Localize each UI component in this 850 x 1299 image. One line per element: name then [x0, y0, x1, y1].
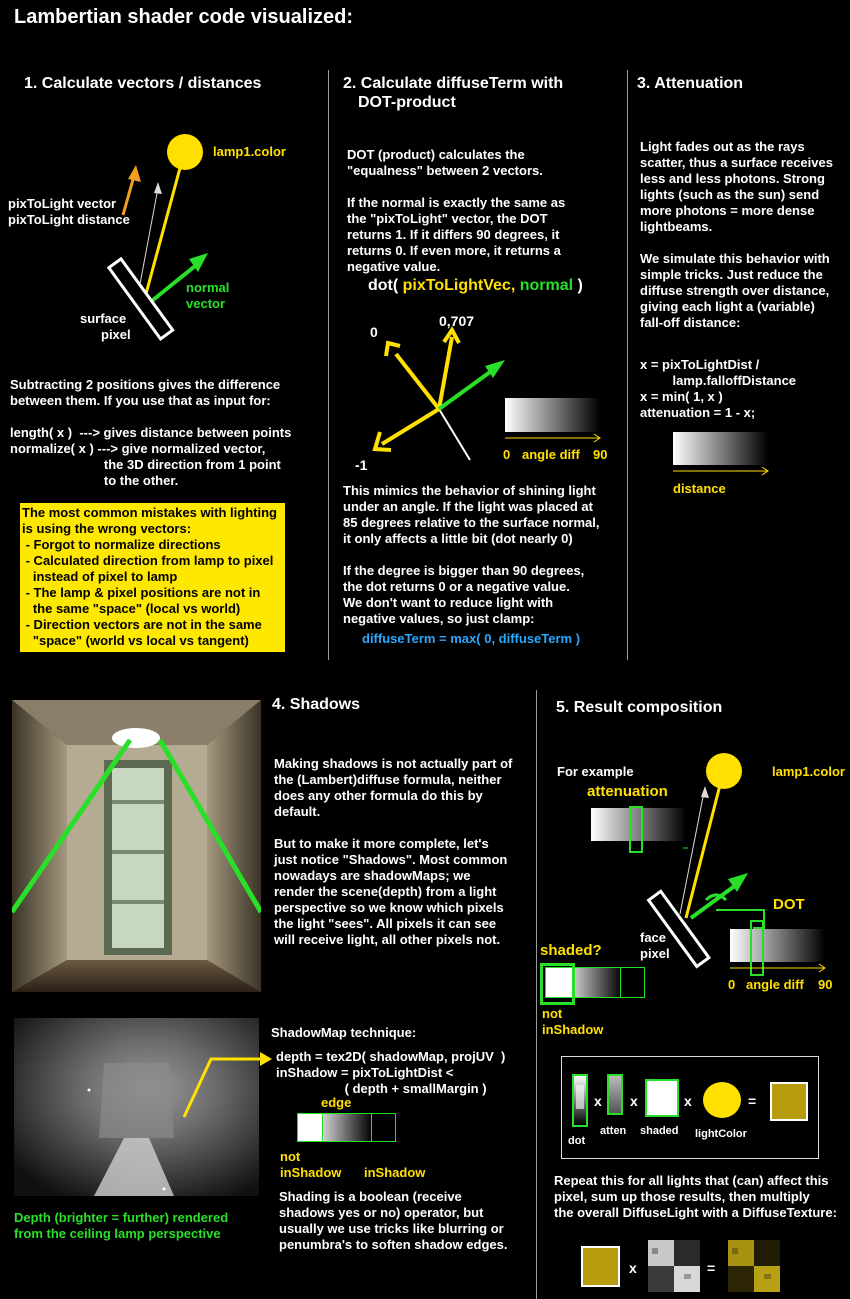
distance-axis: [671, 465, 771, 477]
surface-label: surface: [80, 311, 127, 326]
dot-label: DOT: [773, 896, 805, 913]
column-divider: [536, 690, 537, 1299]
light-color-swatch: [703, 1082, 741, 1118]
shadow-gradient: [297, 1113, 396, 1142]
face-label: pixel: [640, 946, 670, 961]
dot-arg1: pixToLightVec,: [402, 277, 516, 294]
section5-paragraph: Repeat this for all lights that (can) affect this pixel, sum up those results, then multiply the overall DiffuseLight with a DiffuseTexture:: [554, 1173, 837, 1220]
angle-gradient: [505, 398, 600, 432]
not-inshadow-label: not inShadow: [542, 1006, 604, 1037]
attenuation-code: x = pixToLightDist / lamp.falloffDistance x = min( 1, x ) attenuation = 1 - x;: [640, 357, 797, 420]
value-0707: 0,707: [439, 313, 475, 329]
section2-heading: DOT-product: [358, 94, 456, 111]
result-swatch: [770, 1082, 808, 1121]
value-minus1: -1: [355, 457, 368, 473]
section3-heading: 3. Attenuation: [637, 75, 744, 92]
result-color-box: [581, 1246, 620, 1287]
composition-box: [561, 1056, 819, 1159]
distance-gradient: [673, 432, 768, 465]
dot-diagram: [340, 310, 510, 470]
shadowmap-code: depth = tex2D( shadowMap, projUV ) inShadow = pixToLightDist < ( depth + smallMargin ): [276, 1049, 506, 1096]
final-texture: [728, 1240, 780, 1292]
shaded-swatch-label: shaded: [640, 1125, 679, 1137]
dot-close: ): [577, 277, 583, 294]
face-label: face: [640, 930, 667, 945]
equals-sign: =: [748, 1093, 757, 1109]
attenuation-marker: [629, 806, 643, 853]
not-inshadow-label: not inShadow: [280, 1149, 342, 1180]
normal-vector: [691, 882, 740, 918]
attenuation-label: attenuation: [587, 783, 668, 800]
angle-label-0: 0: [503, 447, 511, 462]
shadowmap-title: ShadowMap technique:: [271, 1025, 417, 1040]
arrowhead: [154, 182, 162, 194]
arrowhead: [128, 165, 141, 182]
section2-heading: 2. Calculate diffuseTerm with: [343, 75, 564, 92]
page-title: Lambertian shader code visualized:: [14, 6, 353, 28]
mistakes-note: [20, 503, 285, 652]
angle-label-mid: angle diff: [746, 977, 804, 992]
mistakes-text: The most common mistakes with lighting is using the wrong vectors: - Forgot to normalize directions - Calculated direction from lamp to pixel instead of pixel to lamp - The lamp & pixel positions are not in the same "space" (local vs world) - Direction vectors are not in the same "space" (world vs local vs tangent): [22, 505, 277, 648]
ceiling-lamp: [112, 728, 160, 748]
multiply-sign: x: [629, 1260, 637, 1276]
dot-open: dot(: [368, 277, 399, 294]
angle-axis: [503, 432, 603, 444]
multiply-sign: x: [630, 1093, 638, 1109]
distance-label: distance: [673, 481, 726, 496]
column-divider: [627, 70, 628, 660]
section2-paragraph2: This mimics the behavior of shining light under an angle. If the light was placed at 85 degrees relative to the surface normal, it only affects a little bit (dot nearly 0) If the degree is bigger than 90 degrees, the dot returns 0 or a negative value. We don't want to reduce light with negative values, so just clamp:: [343, 483, 600, 626]
section4-heading: 4. Shadows: [272, 696, 361, 713]
distance-label: pixToLight distance: [8, 212, 130, 227]
pix-to-light-arrow: [123, 176, 134, 215]
inshadow-label: inShadow: [364, 1165, 426, 1180]
room-render: [12, 700, 261, 992]
section4-paragraph2: Shading is a boolean (receive shadows yes or no) operator, but usually we use tricks like blurring or penumbra's to soften shadow edges.: [279, 1189, 508, 1252]
edge-label: edge: [321, 1095, 352, 1110]
vector-label: pixToLight vector: [8, 196, 117, 211]
normal-label: normal: [186, 280, 230, 295]
section4-paragraph: Making shadows is not actually part of the (Lambert)diffuse formula, neither does any other formula do this by default. But to make it more complete, let's just notice "Shadows". Most common nowadays are shadowMaps; we render the scene(depth) from a light perspective so we know which pixels the light "sees". All pixels it can see will receive light, all other pixels not.: [274, 756, 513, 947]
normal-vector: [439, 367, 497, 409]
angle-label-90: 90: [593, 447, 608, 462]
clamp-formula: diffuseTerm = max( 0, diffuseTerm ): [362, 631, 581, 646]
value-zero: 0: [370, 324, 378, 340]
diffuse-texture: [648, 1240, 700, 1292]
section2-paragraph: DOT (product) calculates the "equalness" between 2 vectors. If the normal is exactly the same as the "pixToLight" vector, the DOT returns 1. If it differs 90 degrees, it returns 0. If even more, it returns a negative value.: [347, 147, 566, 274]
dot-swatch-label: dot: [568, 1135, 586, 1147]
angle-label-90: 90: [818, 977, 833, 992]
normal-label: vector: [186, 296, 226, 311]
angle-gradient: [730, 929, 825, 962]
shaded-swatch: [645, 1079, 679, 1117]
section1-heading: 1. Calculate vectors / distances: [24, 75, 262, 92]
atten-swatch-label: atten: [600, 1125, 627, 1137]
multiply-sign: x: [684, 1093, 692, 1109]
multiply-sign: x: [594, 1093, 602, 1109]
dot-arg2: normal: [519, 277, 574, 294]
vector-0707: [439, 337, 452, 409]
section3-paragraph: Light fades out as the rays scatter, thus a surface receives less and less photons. Strong lights (such as the sun) send more photons = more dense lightbeams. We simulate this behavior with simple tricks. Just reduce the diffuse strength over distance, giving each light a (variable) fall-off distance:: [640, 139, 833, 330]
lamp-icon: [706, 753, 742, 789]
dot-formula: [368, 277, 583, 295]
for-example-label: For example: [557, 764, 634, 779]
angle-axis: [728, 962, 828, 974]
surface-label: pixel: [101, 327, 131, 342]
atten-swatch: [607, 1074, 623, 1115]
vector-minus1: [382, 409, 439, 444]
angle-label-0: 0: [728, 977, 736, 992]
section5-heading: 5. Result composition: [556, 699, 723, 716]
column-divider: [328, 70, 329, 660]
angle-label-mid: angle diff: [522, 447, 580, 462]
lamp-label: lamp1.color: [213, 144, 286, 159]
lamp-label: lamp1.color: [772, 764, 845, 779]
shaded-marker: [540, 963, 575, 1005]
light-color-label: lightColor: [695, 1128, 747, 1140]
section1-paragraph: Subtracting 2 positions gives the difference between them. If you use that as input for: length( x ) ---> gives distance between points normalize( x ) ---> give normalized vector, the 3D direction from 1 point to the other.: [10, 377, 292, 488]
vector-zero: [396, 354, 439, 409]
surface-line: [439, 409, 470, 460]
equals-sign: =: [707, 1260, 716, 1276]
depth-caption: Depth (brighter = further) rendered from the ceiling lamp perspective: [14, 1210, 229, 1241]
shaded-question: shaded?: [540, 942, 602, 959]
lamp-icon: [167, 134, 203, 170]
depth-pointer-arrow: [178, 1047, 274, 1122]
